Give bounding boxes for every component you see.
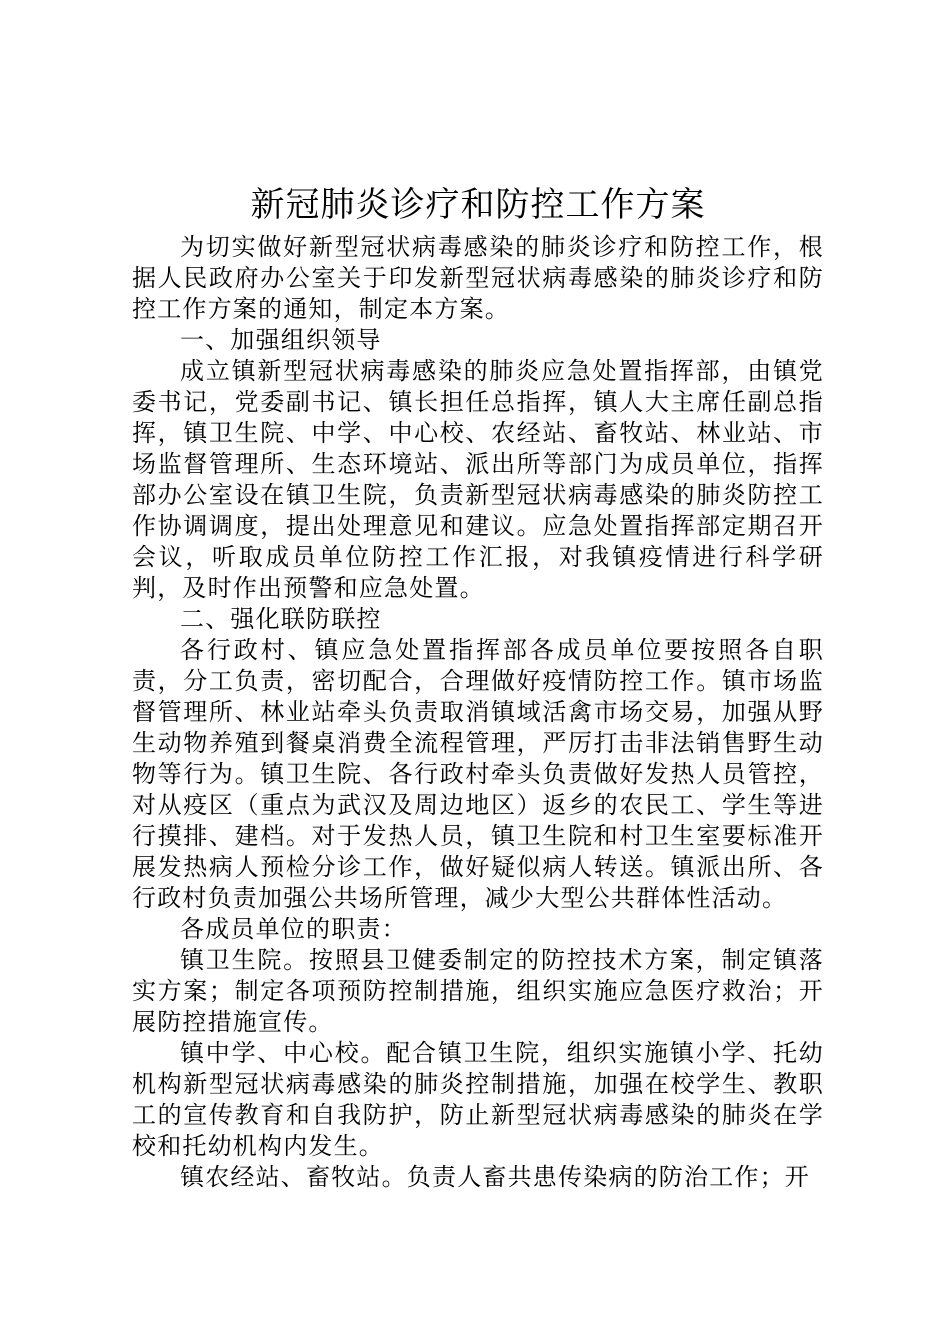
section-heading-joint-control: 二、强化联防联控 [180,605,382,633]
section-heading-organization: 一、加强组织领导 [180,326,382,354]
section-body-joint-control: 各行政村、镇应急处置指挥部各成员单位要按照各自职责，分工负责，密切配合，合理做好疫情防控工作。镇市场监督管理所、林业站牵头负责取消镇域活禽市场交易，加强从野生动物养殖到餐桌消费全流程管理，严厉打击非法销售野生动物等行为。镇卫生院、各行政村牵头负责做好发热人员管控，对从疫区（重点为武汉及周边地区）返乡的农民工、学生等进行摸排、建档。对于发热人员，镇卫生院和村卫生室要标准开展发热病人预检分诊工作，做好疑似病人转送。镇派出所、各行政村负责加强公共场所管理，减少大型公共群体性活动。 [132,636,824,912]
document-page [132,180,824,1193]
duty-agriculture-paragraph: 镇农经站、畜牧站。负责人畜共患传染病的防治工作；开 [180,1163,810,1191]
duty-schools-paragraph: 镇中学、中心校。配合镇卫生院，组织实施镇小学、托幼机构新型冠状病毒感染的肺炎控制措施，加强在校学生、教职工的宣传教育和自我防护，防止新型冠状病毒感染的肺炎在学校和托幼机构内发生。 [132,1039,824,1160]
duties-heading: 各成员单位的职责： [180,915,407,943]
duty-hospital-paragraph: 镇卫生院。按照县卫健委制定的防控技术方案，制定镇落实方案；制定各项预防控制措施，组织实施应急医疗救治；开展防控措施宣传。 [132,946,824,1036]
section-body-organization: 成立镇新型冠状病毒感染的肺炎应急处置指挥部，由镇党委书记，党委副书记、镇长担任总指挥，镇人大主席任副总指挥，镇卫生院、中学、中心校、农经站、畜牧站、林业站、市场监督管理所、生态环境站、派出所等部门为成员单位，指挥部办公室设在镇卫生院，负责新型冠状病毒感染的肺炎防控工作协调调度，提出处理意见和建议。应急处置指挥部定期召开会议，听取成员单位防控工作汇报，对我镇疫情进行科学研判，及时作出预警和应急处置。 [132,357,824,602]
intro-paragraph: 为切实做好新型冠状病毒感染的肺炎诊疗和防控工作，根据人民政府办公室关于印发新型冠状病毒感染的肺炎诊疗和防控工作方案的通知，制定本方案。 [132,233,824,323]
document-title: 新冠肺炎诊疗和防控工作方案 [250,185,706,225]
